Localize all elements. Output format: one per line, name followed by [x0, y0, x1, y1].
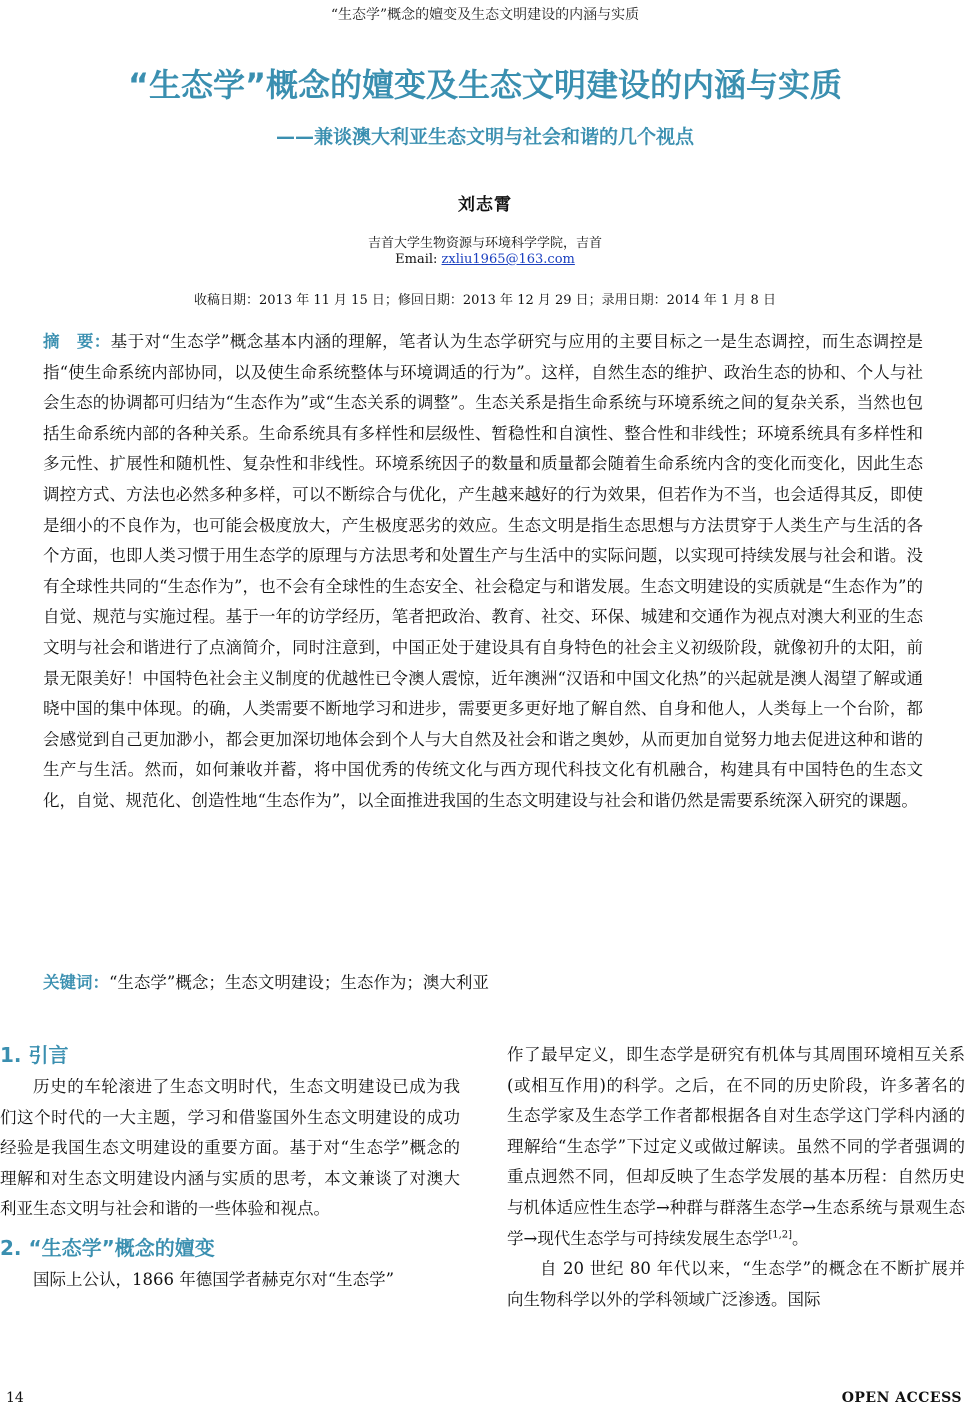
- open-access-label: OPEN ACCESS: [841, 1390, 962, 1406]
- introduction-paragraph: 历史的车轮滚进了生态文明时代，生态文明建设已成为我们这个时代的一大主题，学习和借鉴国外生态文明建设的成功经验是我国生态文明建设的重要方面。基于对“生态学”概念的理解和对生态文明建设内涵与实质的思考，本文兼谈了对澳大利亚生态文明与社会和谐的一些体验和视点。: [0, 1077, 460, 1219]
- email-line: [0, 252, 970, 267]
- ecology-concept-paragraph-2: 自 20 世纪 80 年代以来，“生态学”的概念在不断扩展并向生物科学以外的学科领域广泛渗透。国际: [507, 1259, 965, 1309]
- page-number: 14: [6, 1390, 24, 1406]
- email-link[interactable]: zxliu1965@163.com: [441, 252, 575, 267]
- paper-title: “生态学”概念的嬗变及生态文明建设的内涵与实质: [127, 66, 843, 104]
- author-name: 刘志霄: [458, 195, 512, 215]
- paragraph-cont-text: 作了最早定义，即生态学是研究有机体与其周围环境相互关系(或相互作用)的科学。之后，在不同的历史阶段，许多著名的生态学家及生态学工作者都根据各自对生态学这门学科内涵的理解给“生态学”下过定义或做过解读。虽然不同的学者强调的重点迥然不同，但却反映了生态学发展的基本历程：自然历史与机体适应性生态学→种群与群落生态学→生态系统与景观生态学→现代生态学与可持续发展生态学: [507, 1045, 965, 1248]
- right-column: [507, 1040, 965, 1315]
- keywords-text: “生态学”概念；生态文明建设；生态作为；澳大利亚: [109, 973, 489, 992]
- running-header: “生态学”概念的嬗变及生态文明建设的内涵与实质: [330, 7, 640, 23]
- abstract-label: 摘 要：: [43, 332, 111, 351]
- paper-subtitle: ——兼谈澳大利亚生态文明与社会和谐的几个视点: [275, 126, 694, 148]
- abstract-text: 基于对“生态学”概念基本内涵的理解，笔者认为生态学研究与应用的主要目标之一是生态调控，而生态调控是指“使生命系统内部协同，以及使生命系统整体与环境调适的行为”。这样，自然生态的维护、政治生态的协和、个人与社会生态的协调都可归结为“生态作为”或“生态关系的调整”。生态关系是指生命系统与环境系统之间的复杂关系，当然也包括生命系统内部的各种关系。生命系统具有多样性和层级性、暂稳性和自演性、整合性和非线性；环境系统具有多样性和多元性、扩展性和随机性、复杂性和非线性。环境系统因子的数量和质量都会随着生命系统内含的变化而变化，因此生态调控方式、方法也必然多种多样，可以不断综合与优化，产生越来越好的行为效果，但若作为不当，也会适得其反，即使是细小的不良作为，也可能会极度放大，产生极度恶劣的效应。生态文明是指生态思想与方法贯穿于人类生产与生活的各个方面，也即人类习惯于用生态学的原理与方法思考和处置生产与生活中的实际问题，以实现可持续发展与社会和谐。没有全球性共同的“生态作为”，也不会有全球性的生态安全、社会稳定与和谐发展。生态文明建设的实质就是“生态作为”的自觉、规范与实施过程。基于一年的访学经历，笔者把政治、教育、社交、环保、城建和交通作为视点对澳大利亚的生态文明与社会和谐进行了点滴简介，同时注意到，中国正处于建设具有自身特色的社会主义初级阶段，就像初升的太阳，前景无限美好！中国特色社会主义制度的优越性已令澳人震惊，近年澳洲“汉语和中国文化热”的兴起就是澳人渴望了解或通晓中国的集中体现。的确，人类需要不断地学习和进步，需要更多更好地了解自然、自身和他人，人类每上一个台阶，都会感觉到自己更加渺小，都会更加深切地体会到个人与大自然及社会和谐之奥妙，从而更加自觉努力地去促进这种和谐的生产与生活。然而，如何兼收并蓄，将中国优秀的传统文化与西方现代科技文化有机融合，构建具有中国特色的生态文化，自觉、规范化、创造性地“生态作为”，以全面推进我国的生态文明建设与社会和谐仍然是需要系统深入研究的课题。: [43, 332, 924, 810]
- left-column: [0, 1038, 460, 1296]
- keywords: [43, 968, 923, 998]
- section-heading-ecology-concept: 2. “生态学”概念的嬗变: [0, 1235, 215, 1260]
- submission-dates: 收稿日期：2013 年 11 月 15 日；修回日期：2013 年 12 月 29 日；录用日期：2014 年 1 月 8 日: [194, 293, 776, 308]
- ecology-concept-paragraph-continued: [507, 1040, 965, 1254]
- keywords-label: 关键词：: [43, 973, 109, 992]
- abstract: [43, 327, 923, 817]
- citation-reference[interactable]: [1,2]: [768, 1229, 793, 1241]
- email-label: Email:: [395, 252, 442, 267]
- section-heading-introduction: 1. 引言: [0, 1043, 69, 1067]
- ecology-concept-paragraph-start: 国际上公认，1866 年德国学者赫克尔对“生态学”: [33, 1269, 395, 1289]
- author-affiliation: 吉首大学生物资源与环境科学学院，吉首: [367, 236, 602, 251]
- paragraph-end-text: 。: [792, 1228, 809, 1248]
